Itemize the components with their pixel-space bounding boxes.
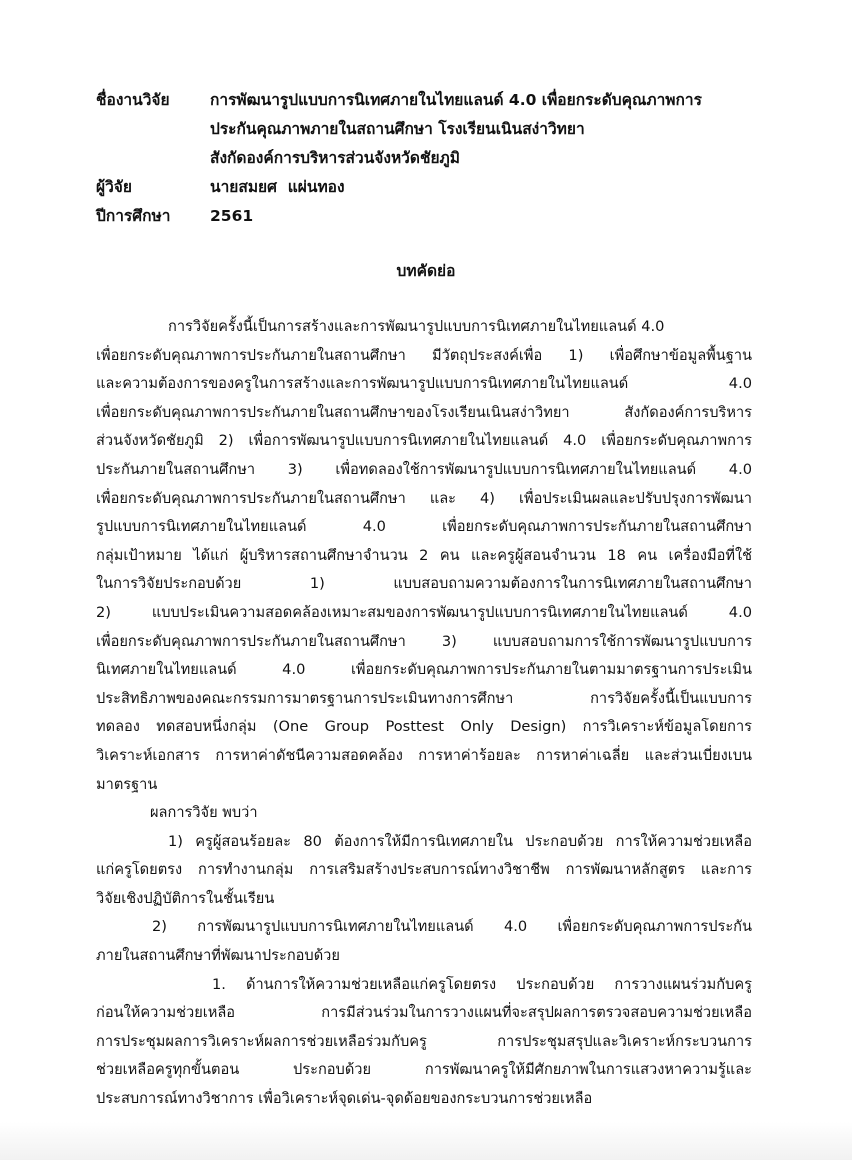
title-line: ประกันคุณภาพภายในสถานศึกษา โรงเรียนเนินสง่าวิทยา bbox=[210, 120, 585, 138]
result-2-line: 2) การพัฒนารูปแบบการนิเทศภายในไทยแลนด์ 4.0 เพื่อยกระดับคุณภาพการประกัน bbox=[152, 918, 752, 936]
research-meta bbox=[96, 86, 776, 231]
result-2-1-line: ก่อนให้ความช่วยเหลือ การมีส่วนร่วมในการวางแผนที่จะสรุปผลการตรวจสอบความช่วยเหลือ bbox=[96, 1004, 752, 1022]
abstract-line: การวิจัยครั้งนี้เป็นการสร้างและการพัฒนารูปแบบการนิเทศภายในไทยแลนด์ 4.0 bbox=[168, 318, 665, 335]
result-2-1-line: ช่วยเหลือครูทุกขั้นตอน ประกอบด้วย การพัฒนาครูให้มีศักยภาพในการแสวงหาความรู้และ bbox=[96, 1061, 752, 1079]
abstract-line: เพื่อยกระดับคุณภาพการประกันภายในสถานศึกษาของโรงเรียนเนินสง่าวิทยา สังกัดองค์การบริหาร bbox=[96, 403, 752, 421]
result-2-1-line: การประชุมผลการวิเคราะห์ผลการช่วยเหลือร่วมกับครู การประชุมสรุปและวิเคราะห์กระบวนการ bbox=[96, 1032, 752, 1050]
researcher-row bbox=[96, 173, 776, 202]
year-value: 2561 bbox=[210, 207, 254, 225]
title-line: สังกัดองค์การบริหารส่วนจังหวัดชัยภูมิ bbox=[210, 149, 460, 167]
abstract-line: ทดลอง ทดสอบหนึ่งกลุ่ม (One Group Posttest Only Design) การวิเคราะห์ข้อมูลโดยการ bbox=[96, 718, 752, 736]
abstract-line: เพื่อยกระดับคุณภาพการประกันภายในสถานศึกษา 3) แบบสอบถามการใช้การพัฒนารูปแบบการ bbox=[96, 632, 752, 650]
year-row bbox=[96, 202, 776, 231]
abstract-line: เพื่อยกระดับคุณภาพการประกันภายในสถานศึกษา และ 4) เพื่อประเมินผลและปรับปรุงการพัฒนา bbox=[96, 489, 752, 507]
abstract-line: ประกันภายในสถานศึกษา 3) เพื่อทดลองใช้การพัฒนารูปแบบการนิเทศภายในไทยแลนด์ 4.0 bbox=[96, 460, 752, 478]
results-label: ผลการวิจัย พบว่า bbox=[150, 804, 258, 822]
page-bottom-shadow bbox=[0, 1122, 852, 1160]
result-1-line: วิจัยเชิงปฏิบัติการในชั้นเรียน bbox=[96, 889, 275, 907]
abstract-line: วิเคราะห์เอกสาร การหาค่าดัชนีความสอดคล้อง การหาค่าร้อยละ การหาค่าเฉลี่ย และส่วนเบี่ยงเบน bbox=[96, 746, 752, 764]
abstract-line: เพื่อยกระดับคุณภาพการประกันภายในสถานศึกษา มีวัตถุประสงค์เพื่อ 1) เพื่อศึกษาข้อมูลพื้นฐาน bbox=[96, 346, 752, 364]
abstract-line: ส่วนจังหวัดชัยภูมิ 2) เพื่อการพัฒนารูปแบบการนิเทศภายในไทยแลนด์ 4.0 เพื่อยกระดับคุณภาพการ bbox=[96, 432, 752, 450]
title-line: การพัฒนารูปแบบการนิเทศภายในไทยแลนด์ 4.0 เพื่อยกระดับคุณภาพการ bbox=[210, 91, 702, 109]
abstract-line: กลุ่มเป้าหมาย ได้แก่ ผู้บริหารสถานศึกษาจำนวน 2 คน และครูผู้สอนจำนวน 18 คน เครื่องมือที่ใช้ bbox=[96, 546, 752, 564]
abstract-line: 2) แบบประเมินความสอดคล้องเหมาะสมของการพัฒนารูปแบบการนิเทศภายในไทยแลนด์ 4.0 bbox=[96, 603, 752, 621]
abstract-body bbox=[96, 313, 752, 1114]
year-label: ปีการศึกษา bbox=[96, 207, 171, 225]
abstract-line: ในการวิจัยประกอบด้วย 1) แบบสอบถามความต้องการในการนิเทศภายในสถานศึกษา bbox=[96, 575, 752, 593]
result-1-line: แก่ครูโดยตรง การทำงานกลุ่ม การเสริมสร้างประสบการณ์ทางวิชาชีพ การพัฒนาหลักสูตร และการ bbox=[96, 861, 752, 879]
title-value bbox=[210, 86, 776, 173]
result-2-line: ภายในสถานศึกษาที่พัฒนาประกอบด้วย bbox=[96, 947, 340, 965]
abstract-line: รูปแบบการนิเทศภายในไทยแลนด์ 4.0 เพื่อยกระดับคุณภาพการประกันภายในสถานศึกษา bbox=[96, 518, 752, 536]
abstract-line: ประสิทธิภาพของคณะกรรมการมาตรฐานการประเมินทางการศึกษา การวิจัยครั้งนี้เป็นแบบการ bbox=[96, 689, 752, 707]
abstract-line: และความต้องการของครูในการสร้างและการพัฒนารูปแบบการนิเทศภายในไทยแลนด์ 4.0 bbox=[96, 375, 752, 393]
researcher-value: นายสมยศ แผ่นทอง bbox=[210, 178, 345, 196]
abstract-heading: บทคัดย่อ bbox=[396, 262, 456, 280]
result-1-line: 1) ครูผู้สอนร้อยละ 80 ต้องการให้มีการนิเทศภายใน ประกอบด้วย การให้ความช่วยเหลือ bbox=[168, 832, 752, 850]
abstract-line: มาตรฐาน bbox=[96, 775, 158, 793]
abstract-line: นิเทศภายในไทยแลนด์ 4.0 เพื่อยกระดับคุณภาพการประกันภายในตามมาตรฐานการประเมิน bbox=[96, 661, 752, 679]
result-2-1-line: ประสบการณ์ทางวิชาการ เพื่อวิเคราะห์จุดเด่น-จุดด้อยของกระบวนการช่วยเหลือ bbox=[96, 1090, 593, 1108]
title-row bbox=[96, 86, 776, 173]
title-label: ชื่องานวิจัย bbox=[96, 91, 170, 109]
result-2-1-line: 1. ด้านการให้ความช่วยเหลือแก่ครูโดยตรง ประกอบด้วย การวางแผนร่วมกับครู bbox=[212, 975, 752, 993]
researcher-label: ผู้วิจัย bbox=[96, 178, 132, 196]
